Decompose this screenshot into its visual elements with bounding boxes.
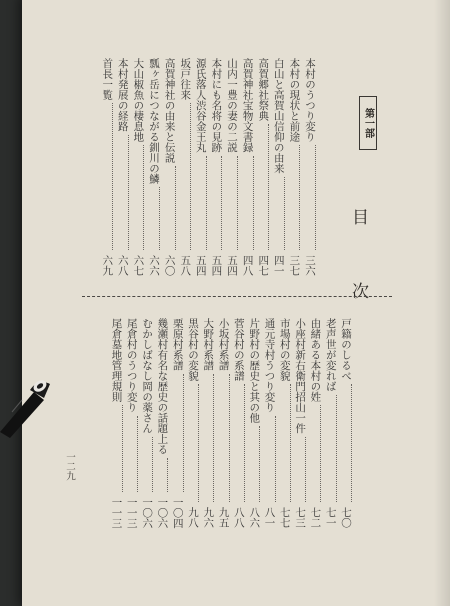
- toc-entry-title: 本村の現状と前途: [288, 58, 301, 142]
- toc-leader-dots: [233, 384, 245, 502]
- toc-entry-title: 高賀郷社祭典: [257, 58, 270, 121]
- toc-entry: [111, 318, 123, 528]
- toc-entry: [117, 58, 129, 276]
- toc-entry: [304, 58, 316, 276]
- toc-entry: [248, 318, 260, 528]
- toc-entry: [288, 58, 300, 276]
- toc-entry: [309, 318, 321, 528]
- toc-entry-title: 白山と高賀山信仰の由来: [272, 58, 285, 174]
- toc-entry-title: 由緒ある本村の姓: [309, 318, 322, 402]
- toc-entry: [164, 58, 176, 276]
- toc-entry-page: 六八: [116, 255, 129, 276]
- toc-entry: [226, 58, 238, 276]
- toc-leader-dots: [111, 405, 123, 492]
- toc-leader-dots: [248, 426, 260, 502]
- toc-entry-page: 六〇: [163, 255, 176, 276]
- toc-entry-title: むかしばなし岡の薬さん: [141, 318, 154, 434]
- toc-entry-title: 高賀神社の由来と伝説: [163, 58, 176, 163]
- toc-entry-page: 九八: [187, 507, 199, 528]
- toc-entry: [273, 58, 285, 276]
- toc-entry-title: 通元寺村うつり変り: [263, 318, 276, 413]
- toc-leader-dots: [264, 416, 276, 503]
- toc-entry-page: 三七: [288, 255, 301, 276]
- toc-entry-title: 本村にも名将の見跡: [210, 58, 223, 153]
- toc-entry: [325, 318, 337, 528]
- toc-entry-page: 一〇六: [156, 496, 169, 528]
- toc-entry-title: 坂戸往来: [179, 58, 192, 100]
- toc-entry-title: 幾瀬村有名な歴史の話題上る: [156, 318, 169, 455]
- toc-leader-dots: [288, 145, 300, 250]
- toc-entry-page: 九五: [217, 507, 230, 528]
- toc-entry-page: 六七: [132, 255, 145, 276]
- toc-leader-dots: [202, 374, 214, 503]
- toc-leader-dots: [141, 437, 153, 492]
- toc-entry-title: 小座村新右衛門招山一件: [294, 318, 307, 434]
- toc-entry-page: 七三: [294, 507, 307, 528]
- toc-entry-title: 瓢ヶ岳につながる釧川の鱗: [148, 58, 160, 184]
- toc-leader-dots: [156, 458, 168, 492]
- toc-title-second-char: 次: [348, 282, 368, 299]
- toc-entry-page: 八一: [263, 507, 276, 528]
- toc-entry: [141, 318, 153, 528]
- toc-entry-page: 一一三: [125, 496, 138, 528]
- toc-leader-dots: [179, 103, 191, 250]
- toc-entry: [101, 58, 113, 276]
- toc-entry-page: 八八: [232, 507, 245, 528]
- toc-leader-dots: [279, 384, 291, 502]
- binder-clip-icon: [0, 362, 60, 438]
- section-divider: [82, 296, 392, 297]
- toc-entry-title: 戸籍のしるべ: [340, 318, 352, 381]
- toc-title-first-char: 目: [348, 208, 368, 225]
- toc-entry-page: 五八: [179, 255, 192, 276]
- toc-entry-page: 三六: [304, 255, 316, 276]
- toc-entry-page: 一〇四: [171, 496, 184, 528]
- toc-leader-dots: [164, 166, 176, 250]
- toc-entry-page: 九六: [202, 507, 215, 528]
- toc-entry-title: 大山椒魚の棲息地: [132, 58, 145, 142]
- toc-entry: [179, 58, 191, 276]
- toc-leader-dots: [218, 374, 230, 503]
- toc-leader-dots: [172, 374, 184, 492]
- toc-leader-dots: [226, 156, 238, 251]
- toc-entry-title: 源氏落人渋谷金王丸: [194, 58, 207, 153]
- toc-entry-title: 尾倉墓地管理規則: [110, 318, 123, 402]
- toc-entry: [202, 318, 214, 528]
- toc-leader-dots: [257, 124, 269, 250]
- toc-entry-page: 一〇六: [141, 496, 154, 528]
- toc-leader-dots: [126, 416, 138, 492]
- toc-entry: [132, 58, 144, 276]
- toc-entry-page: 四一: [272, 255, 285, 276]
- toc-entry: [156, 318, 168, 528]
- toc-leader-dots: [132, 145, 144, 250]
- toc-entry-title: 黒谷村の変貌: [187, 318, 199, 381]
- toc-entry: [126, 318, 138, 528]
- toc-leader-dots: [340, 384, 352, 502]
- toc-leader-dots: [117, 135, 129, 251]
- toc-leader-dots: [195, 156, 207, 251]
- toc-entry-title: 市場村の変貌: [278, 318, 291, 381]
- toc-entry-title: 菅谷村の系譜: [232, 318, 245, 381]
- toc-entry: [195, 58, 207, 276]
- toc-leader-dots: [187, 384, 199, 502]
- toc-entry-page: 八六: [248, 507, 261, 528]
- toc-entry: [233, 318, 245, 528]
- toc-leader-dots: [309, 405, 321, 502]
- toc-entry-page: 七七: [278, 507, 291, 528]
- toc-leader-dots: [325, 395, 337, 503]
- page-number: 一二九: [64, 452, 75, 481]
- toc-entry-title: 尾倉村のうつり変り: [125, 318, 138, 413]
- toc-leader-dots: [304, 145, 316, 250]
- part-label: 第一部: [359, 96, 377, 150]
- toc-leader-dots: [242, 156, 254, 251]
- toc-entry-title: 小坂村系譜: [217, 318, 230, 371]
- toc-entry-page: 七一: [324, 507, 337, 528]
- toc-entry-title: 山内一豊の妻の二説: [226, 58, 238, 153]
- toc-entry-page: 五四: [210, 255, 223, 276]
- toc-entry-title: 高賀神社宝物文書録: [241, 58, 254, 153]
- toc-entry: [257, 58, 269, 276]
- toc-entry-title: 本村のうつり変り: [304, 58, 316, 142]
- toc-entry: [218, 318, 230, 528]
- toc-entry-page: 七二: [309, 507, 322, 528]
- toc-entry: [187, 318, 199, 528]
- toc-entry-title: 栗原村系譜: [171, 318, 184, 371]
- book-page: [22, 0, 450, 606]
- toc-entry: [340, 318, 352, 528]
- toc-entry: [148, 58, 160, 276]
- toc-entry-title: 本村発展の経路: [116, 58, 129, 132]
- toc-leader-dots: [101, 103, 113, 250]
- toc-entry-page: 一一三: [110, 496, 123, 528]
- toc-leader-dots: [210, 156, 222, 251]
- toc-entry-page: 五四: [194, 255, 207, 276]
- toc-leader-dots: [294, 437, 306, 503]
- toc-entry-page: 四八: [241, 255, 254, 276]
- toc-entry-page: 七〇: [340, 507, 352, 528]
- toc-entry: [264, 318, 276, 528]
- toc-entry: [172, 318, 184, 528]
- toc-entry-page: 六六: [148, 255, 160, 276]
- toc-entry-title: 首長一覧: [101, 58, 114, 100]
- toc-entry-page: 四七: [257, 255, 270, 276]
- toc-entry-title: 大野村系譜: [202, 318, 215, 371]
- toc-entry-page: 五四: [226, 255, 238, 276]
- toc-leader-dots: [148, 187, 160, 250]
- toc-entry: [294, 318, 306, 528]
- toc-entry-title: 片野村の歴史と其の他: [248, 318, 261, 423]
- toc-entry: [242, 58, 254, 276]
- toc-entry: [210, 58, 222, 276]
- toc-entry-title: 老声世が変れば: [324, 318, 337, 392]
- toc-entry-page: 六九: [101, 255, 114, 276]
- toc-leader-dots: [273, 177, 285, 251]
- toc-entry: [279, 318, 291, 528]
